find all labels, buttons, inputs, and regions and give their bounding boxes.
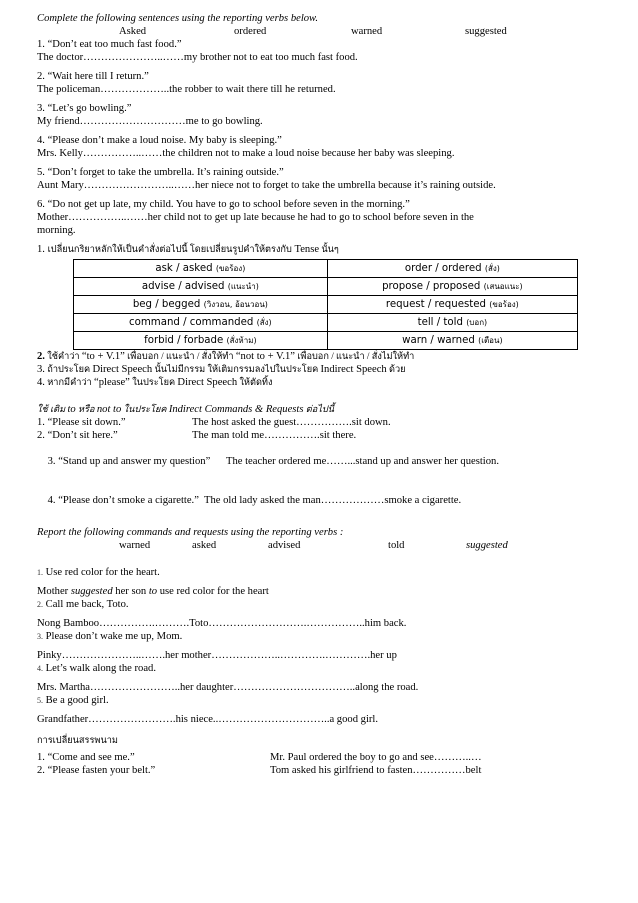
rule-text-th: ด้วย [386, 364, 406, 374]
rule-text-th: หากมีคำว่า [44, 377, 95, 387]
part2-example [37, 442, 629, 481]
verb: ordered [234, 26, 267, 37]
example-answer: The man told me…………….sit there. [192, 430, 357, 441]
example-quote: 2. “Don’t sit here.” [37, 430, 118, 441]
rule-text-en: Indirect Speech [320, 364, 387, 375]
rule-text-en: Direct Speech [177, 377, 238, 388]
verb-meaning: (สั่งห้าม) [226, 336, 257, 345]
part2-example [37, 429, 629, 442]
verb-forms: propose / proposed [382, 281, 481, 292]
verb-table-cell [327, 314, 577, 332]
verb: advised [268, 540, 301, 551]
rule-2 [37, 350, 629, 363]
verb-forms: command / commanded [129, 317, 254, 328]
verb-table-row [74, 332, 578, 350]
part3-quote [37, 598, 629, 611]
item-number: 1. [37, 568, 43, 577]
rule-text-th: ให้ตัดทิ้ง [237, 377, 273, 387]
verb-meaning: (วิงวอน, อ้อนวอน) [203, 300, 268, 309]
item-quote: 1. “Don’t eat too much fast food.” [37, 39, 182, 50]
rule-number: 4. [37, 377, 45, 388]
heading-th: ต่อไปนี้ [303, 404, 334, 414]
answer-text: use red color for the heart [157, 586, 269, 597]
rule-text-en: Tense [291, 244, 320, 255]
verb-meaning: (ขอร้อง) [215, 264, 246, 273]
verb-forms: warn / warned [402, 335, 475, 346]
item-answer-cont: morning. [37, 225, 76, 236]
verb: told [388, 540, 405, 551]
item-quote: Use red color for the heart. [43, 567, 160, 578]
rule-1 [37, 243, 629, 256]
verb-meaning: (แนะนำ) [227, 282, 259, 291]
rule-number: 3. [37, 364, 45, 375]
item-answer: My friend…………………………me to go bowling. [37, 116, 263, 127]
rule-number: 2. [37, 351, 45, 362]
part3-quote [37, 566, 629, 579]
example-answer: The host asked the guest…………….sit down. [192, 417, 391, 428]
verb-forms: order / ordered [404, 263, 482, 274]
part1-item [37, 166, 629, 192]
answer-text: suggested [70, 586, 113, 597]
verb-forms: forbid / forbade [144, 335, 224, 346]
part3-instruction: Report the following commands and requests using the reporting verbs : [37, 527, 344, 538]
part3-quote [37, 662, 629, 675]
item-answer: The doctor…………………..……my brother not to eat too much fast food. [37, 52, 358, 63]
part3-answer: Grandfather…………………….his niece..…………………………..a good girl. [37, 714, 379, 725]
rule-text-th: เปลี่ยนกริยาหลักให้เป็นคำสั่งต่อไปนี้ โดยเปลี่ยนรูปคำให้ตรงกับ [47, 244, 292, 254]
rule-text-th: เพื่อบอก / แนะนำ / สั่งให้ทำ [124, 351, 236, 361]
verb: Asked [119, 26, 147, 37]
part1-item [37, 134, 629, 160]
verb-table-row [74, 260, 578, 278]
item-quote: 1. “Come and see me.” [37, 752, 135, 763]
verb-table-row [74, 296, 578, 314]
rule-3 [37, 363, 629, 376]
verb-forms: beg / begged [132, 299, 201, 310]
part3-answer: Mrs. Martha……………………..her daughter……………………………..along the road. [37, 682, 419, 693]
item-quote: Please don’t wake me up, Mom. [43, 631, 183, 642]
verb: warned [351, 26, 383, 37]
item-quote: 3. “Let’s go bowling.” [37, 103, 132, 114]
part3-answer [37, 585, 629, 598]
item-number: 3. [37, 632, 43, 641]
part2-example [37, 481, 629, 520]
rule-number: 1. [37, 244, 45, 255]
worksheet [37, 12, 629, 777]
verb-meaning: (สั่ง) [256, 318, 272, 327]
verb-forms: request / requested [385, 299, 487, 310]
heading-th: ในประโยค [121, 404, 169, 414]
verb-meaning: (เสนอแนะ) [483, 282, 523, 291]
part1-verb-list [37, 25, 629, 38]
item-answer: The policeman………………..the robber to wait there till he returned. [37, 84, 336, 95]
verb-table-cell [74, 296, 328, 314]
verb-table-cell [74, 314, 328, 332]
item-number: 2. [37, 600, 43, 609]
heading-en: not to [96, 404, 122, 415]
verb-forms: tell / told [417, 317, 463, 328]
item-number: 5. [37, 696, 43, 705]
reporting-verb-table [73, 259, 578, 350]
part4-heading: การเปลี่ยนสรรพนาม [37, 735, 118, 745]
rule-text-th: เพื่อบอก / แนะนำ / สั่งไม่ให้ทำ [294, 351, 415, 361]
rule-text-th: ถ้าประโยค [44, 364, 93, 374]
verb-table-cell [74, 278, 328, 296]
answer-text: to [148, 586, 158, 597]
part1-item [37, 198, 629, 237]
item-quote: Let’s walk along the road. [43, 663, 156, 674]
part4-item [37, 764, 629, 777]
part1-item [37, 38, 629, 64]
verb-table-cell [74, 332, 328, 350]
verb: asked [192, 540, 217, 551]
part3-answer: Nong Bamboo…………….……….Toto……………………….……………..him back. [37, 618, 407, 629]
item-answer: Tom asked his girlfriend to fasten……………belt [270, 765, 482, 776]
heading-en: to [67, 404, 76, 415]
item-answer: Mother……………..……her child not to get up late because he had to go to school before seven in the [37, 212, 474, 223]
item-answer: Mrs. Kelly……………..……the children not to make a loud noise because her baby was sleeping. [37, 148, 455, 159]
verb: suggested [465, 26, 507, 37]
part1-instruction: Complete the following sentences using the reporting verbs below. [37, 13, 318, 24]
verb-table-cell [74, 260, 328, 278]
answer-text: her son [112, 586, 149, 597]
verb-table-cell [327, 278, 577, 296]
rule-4 [37, 376, 629, 389]
verb-forms: ask / asked [155, 263, 213, 274]
verb: warned [119, 540, 151, 551]
example-quote: 1. “Please sit down.” [37, 417, 126, 428]
verb-table-cell [327, 296, 577, 314]
rule-text-en: Direct Speech [92, 364, 153, 375]
verb-meaning: (สั่ง) [484, 264, 500, 273]
part3-quote [37, 694, 629, 707]
verb-meaning: (บอก) [466, 318, 488, 327]
answer-text: Mother [37, 586, 71, 597]
item-quote: Call me back, Toto. [43, 599, 129, 610]
part1-item [37, 70, 629, 96]
verb-table-row [74, 314, 578, 332]
rule-text-th: ในประโยค [129, 377, 178, 387]
verb-meaning: (ขอร้อง) [489, 300, 519, 309]
rule-text-en: “not to + V.1” [235, 351, 295, 362]
item-answer: Aunt Mary……………………..……her niece not to forget to take the umbrella because it’s raining outside. [37, 180, 496, 191]
part1-item [37, 102, 629, 128]
example-quote: 4. “Please don’t smoke a cigarette.” [47, 495, 199, 506]
verb-table-cell [327, 332, 577, 350]
example-answer: The old lady asked the man………………smoke a cigarette. [198, 495, 462, 506]
verb-meaning: (เตือน) [478, 336, 503, 345]
item-quote: 2. “Please fasten your belt.” [37, 765, 156, 776]
part3-verb-list [37, 539, 629, 552]
example-quote: 3. “Stand up and answer my question” [47, 456, 211, 467]
verb-table-row [74, 278, 578, 296]
heading-en: Indirect Commands & Requests [168, 404, 304, 415]
rule-text-en: “to + V.1” [81, 351, 125, 362]
verb: suggested [466, 540, 508, 551]
rule-text-en: “please” [94, 377, 130, 388]
item-quote: 2. “Wait here till I return.” [37, 71, 149, 82]
item-quote: 4. “Please don’t make a loud noise. My baby is sleeping.” [37, 135, 282, 146]
item-quote: Be a good girl. [43, 695, 109, 706]
item-number: 4. [37, 664, 43, 673]
part2-example [37, 416, 629, 429]
part3-quote [37, 630, 629, 643]
verb-table-cell [327, 260, 577, 278]
rule-text-th: นั้นไม่มีกรรม ให้เติมกรรมลงไปในประโยค [152, 364, 321, 374]
example-answer: The teacher ordered me……...stand up and answer her question. [210, 456, 499, 467]
item-answer: Mr. Paul ordered the boy to go and see………..… [270, 752, 482, 763]
item-quote: 5. “Don’t forget to take the umbrella. It’s raining outside.” [37, 167, 284, 178]
heading-th: หรือ [75, 404, 97, 414]
part4-item [37, 751, 629, 764]
part2-heading [37, 403, 629, 416]
verb-forms: advise / advised [141, 281, 225, 292]
item-quote: 6. “Do not get up late, my child. You have to go to school before seven in the morning.” [37, 199, 410, 210]
rule-text-th: นั้นๆ [319, 244, 339, 254]
rule-text-th: ใช้คำว่า [44, 351, 82, 361]
part3-answer: Pinky…………………..…….her mother………………..………….………….her up [37, 650, 397, 661]
heading-th: ใช้ เติม [37, 404, 68, 414]
